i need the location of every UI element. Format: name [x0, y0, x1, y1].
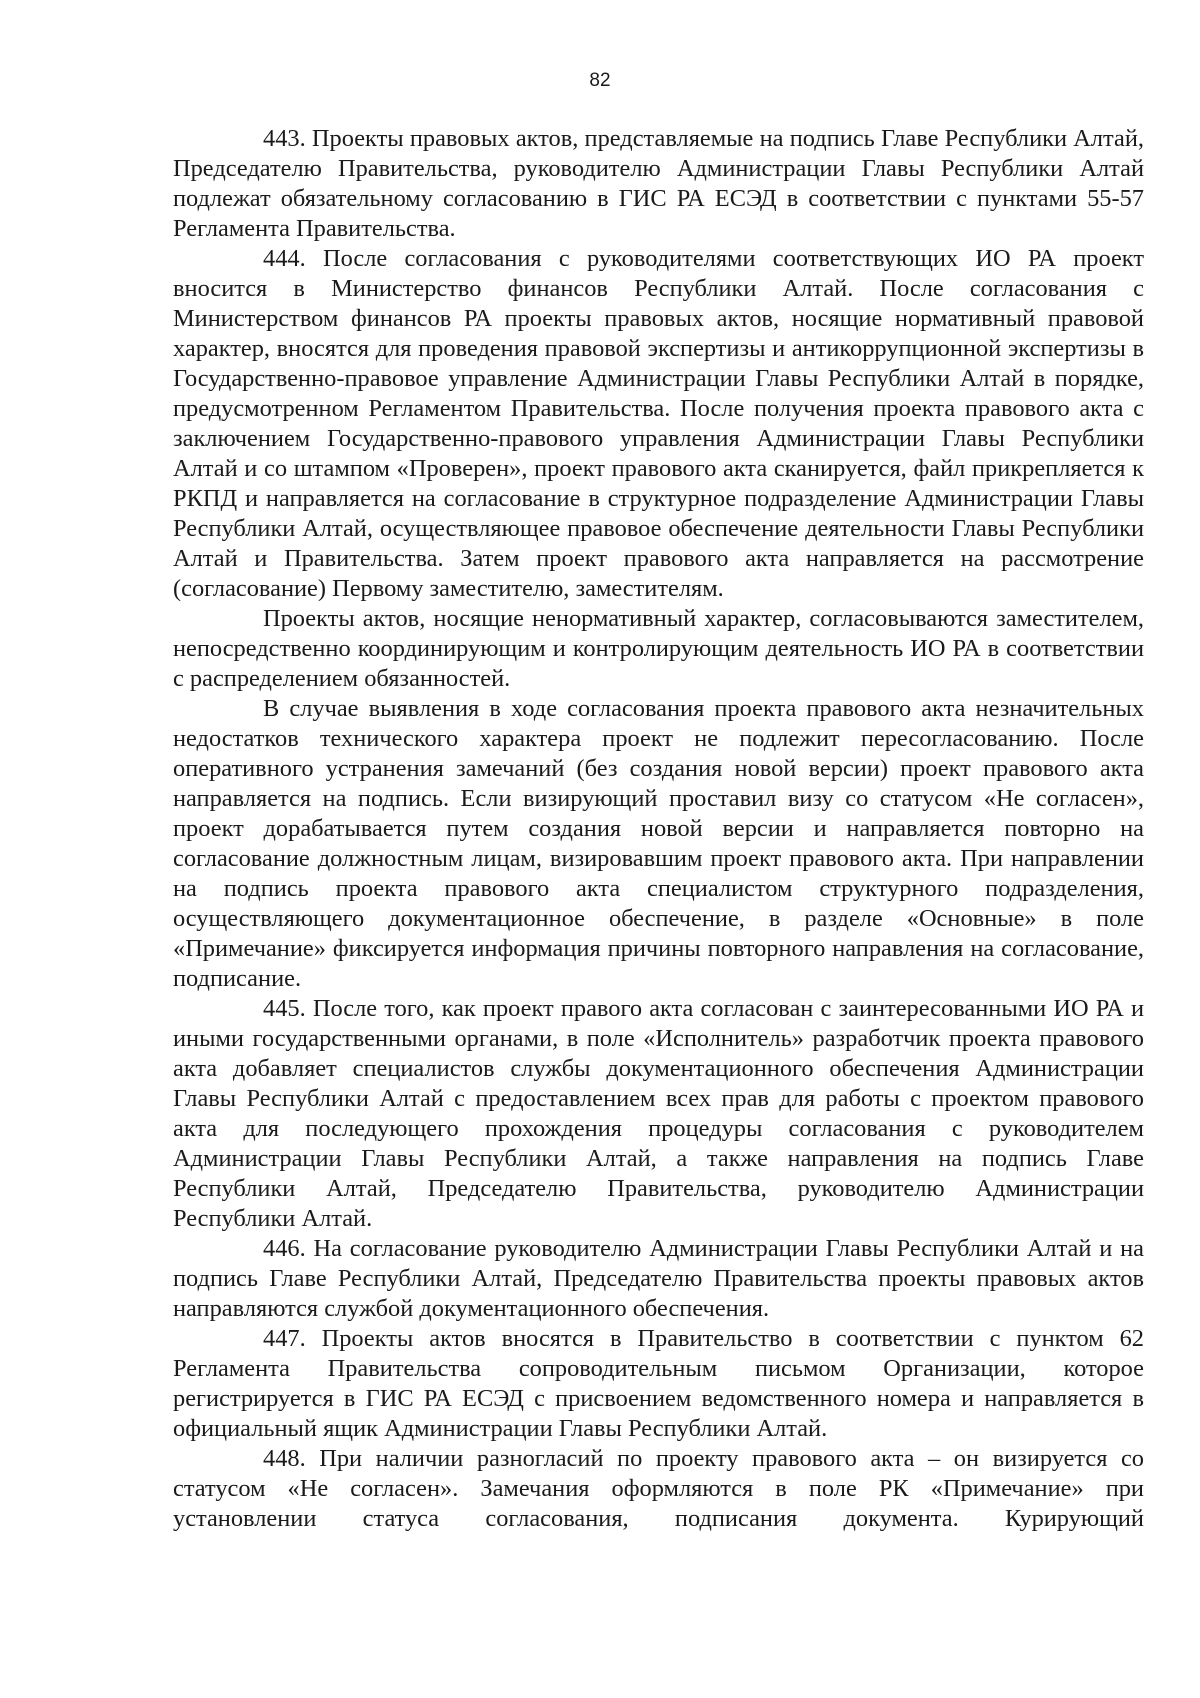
paragraph-446: 446. На согласование руководителю Администрации Главы Республики Алтай и на подпись Главе Республики Алтай, Председателю Правительства проекты правовых актов направляются службой документационного обеспечения. [173, 1235, 1144, 1322]
paragraph-445: 445. После того, как проект правого акта согласован с заинтересованными ИО РА и иными государственными органами, в поле «Исполнитель» разработчик проекта правового акта добавляет специалистов службы документационного обеспечения Администрации Главы Республики Алтай с предоставлением всех прав для работы с проектом правового акта для последующего прохождения процедуры согласования с руководителем Администрации Главы Республики Алтай, а также направления на подпись Главе Республики Алтай, Председателю Правительства, руководителю Администрации Республики Алтай. [173, 995, 1144, 1232]
document-body [173, 124, 1144, 1534]
paragraph-non-normative-acts: Проекты актов, носящие ненормативный характер, согласовываются заместителем, непосредственно координирующим и контролирующим деятельность ИО РА в соответствии с распределением обязанностей. [173, 605, 1144, 692]
paragraph-443: 443. Проекты правовых актов, представляемые на подпись Главе Республики Алтай, Председателю Правительства, руководителю Администрации Главы Республики Алтай подлежат обязательному согласованию в ГИС РА ЕСЭД в соответствии с пунктами 55-57 Регламента Правительства. [173, 125, 1144, 242]
paragraph-447: 447. Проекты актов вносятся в Правительство в соответствии с пунктом 62 Регламента Правительства сопроводительным письмом Организации, которое регистрируется в ГИС РА ЕСЭД с присвоением ведомственного номера и направляется в официальный ящик Администрации Главы Республики Алтай. [173, 1325, 1144, 1442]
paragraph-minor-defects: В случае выявления в ходе согласования проекта правового акта незначительных недостатков технического характера проект не подлежит пересогласованию. После оперативного устранения замечаний (без создания новой версии) проект правового акта направляется на подпись. Если визирующий проставил визу со статусом «Не согласен», проект дорабатывается путем создания новой версии и направляется повторно на согласование должностным лицам, визировавшим проект правового акта. При направлении на подпись проекта правового акта специалистом структурного подразделения, осуществляющего документационное обеспечение, в разделе «Основные» в поле «Примечание» фиксируется информация причины повторного направления на согласование, подписание. [173, 695, 1144, 992]
page-number: 82 [589, 70, 611, 91]
paragraph-448: 448. При наличии разногласий по проекту правового акта – он визируется со статусом «Не согласен». Замечания оформляются в поле РК «Примечание» при установлении статуса согласования, подписания документа. Курирующий [173, 1445, 1144, 1532]
paragraph-444: 444. После согласования с руководителями соответствующих ИО РА проект вносится в Министерство финансов Республики Алтай. После согласования с Министерством финансов РА проекты правовых актов, носящие нормативный правовой характер, вносятся для проведения правовой экспертизы и антикоррупционной экспертизы в Государственно-правовое управление Администрации Главы Республики Алтай в порядке, предусмотренном Регламентом Правительства. После получения проекта правового акта с заключением Государственно-правового управления Администрации Главы Республики Алтай и со штампом «Проверен», проект правового акта сканируется, файл прикрепляется к РКПД и направляется на согласование в структурное подразделение Администрации Главы Республики Алтай, осуществляющее правовое обеспечение деятельности Главы Республики Алтай и Правительства. Затем проект правового акта направляется на рассмотрение (согласование) Первому заместителю, заместителям. [173, 245, 1144, 602]
